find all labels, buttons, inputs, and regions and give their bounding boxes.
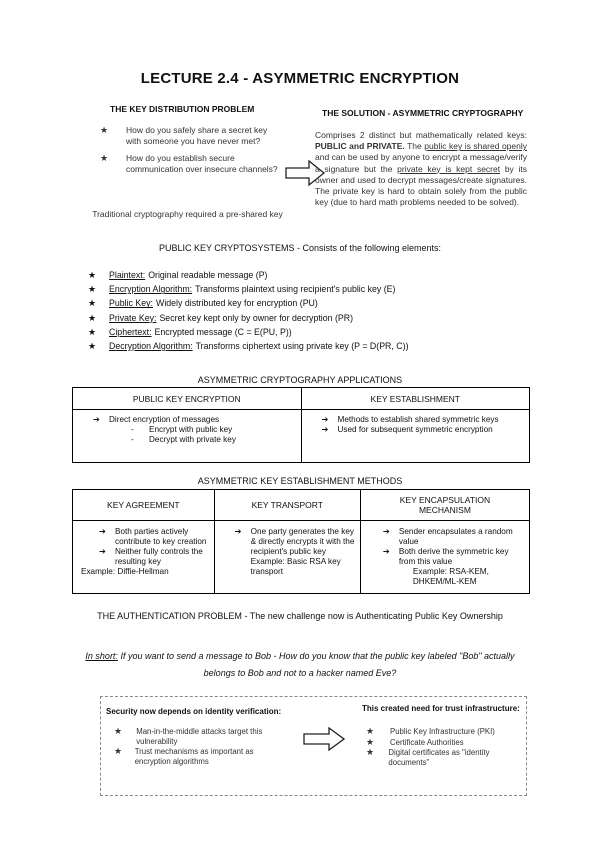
list-item: ★ Trust mechanisms as important as encryption algorithms <box>114 746 254 766</box>
key-distribution-note: Traditional cryptography required a pre-shared key <box>92 209 283 219</box>
applications-cell-encryption: ➔ Direct encryption of messages - Encrypt with public key - Decrypt with private key <box>73 410 302 463</box>
right-arrow-icon: ➔ <box>382 547 390 556</box>
star-icon: ★ <box>366 726 375 736</box>
solution-paragraph: Comprises 2 distinct but mathematically related keys: PUBLIC and PRIVATE. The public key is shared openly and can be used by anyone to encrypt a message/verify a signature but the private key is kept secret by its owner and used to decrypt messages/create signatures. The private key is hard to obtain solely from the public key (due to hard math problems needed to be solved). <box>315 130 527 208</box>
methods-header-transport: KEY TRANSPORT <box>214 490 360 521</box>
applications-header-encryption: PUBLIC KEY ENCRYPTION <box>73 388 302 410</box>
list-item: ★ How do you safely share a secret key with someone you have never met? <box>100 125 268 146</box>
star-icon: ★ <box>88 341 97 352</box>
methods-header-encapsulation: KEY ENCAPSULATION MECHANISM <box>360 490 529 521</box>
page-title: LECTURE 2.4 - ASYMMETRIC ENCRYPTION <box>140 70 460 87</box>
identity-right-heading: This created need for trust infrastructure: <box>362 704 520 713</box>
right-arrow-icon: ➔ <box>99 547 106 556</box>
star-icon: ★ <box>114 746 123 756</box>
methods-title: ASYMMETRIC KEY ESTABLISHMENT METHODS <box>197 476 403 486</box>
star-icon: ★ <box>88 284 97 295</box>
star-icon: ★ <box>88 298 97 309</box>
applications-cell-establishment: ➔ Methods to establish shared symmetric keys ➔ Used for subsequent symmetric encryption <box>301 410 530 463</box>
right-arrow-icon: ➔ <box>321 415 329 424</box>
key-distribution-heading: THE KEY DISTRIBUTION PROBLEM <box>110 104 255 114</box>
right-arrow-icon: ➔ <box>321 425 329 434</box>
pk-systems-heading: PUBLIC KEY CRYPTOSYSTEMS - Consists of the following elements: <box>158 243 442 253</box>
outline-right-arrow-icon <box>303 727 345 751</box>
right-arrow-icon: ➔ <box>99 527 106 536</box>
solution-heading: THE SOLUTION - ASYMMETRIC CRYPTOGRAPHY <box>322 108 524 118</box>
authentication-summary: In short: If you want to send a message to Bob - How do you know that the public key labeled "Bob" actually belongs to Bob and not to a hacker named Eve? <box>85 651 515 678</box>
list-item: ★ Public Key: Widely distributed key for encryption (PU) <box>88 296 409 310</box>
list-item: ★ Man-in-the-middle attacks target this vulnerability <box>114 726 263 746</box>
pk-elements-list <box>88 268 409 353</box>
star-icon: ★ <box>88 312 97 323</box>
star-icon: ★ <box>114 726 123 736</box>
star-icon: ★ <box>366 736 375 747</box>
list-item: ★ Public Key Infrastructure (PKI) <box>366 726 495 736</box>
list-item: ★ Encryption Algorithm: Transforms plaintext using recipient's public key (E) <box>88 282 409 296</box>
star-icon: ★ <box>88 270 97 280</box>
list-item: ★ How do you establish secure communication over insecure channels? <box>100 153 278 174</box>
applications-header-establishment: KEY ESTABLISHMENT <box>301 388 530 410</box>
star-icon: ★ <box>100 125 109 135</box>
identity-right-list <box>366 727 516 768</box>
methods-cell-encapsulation: ➔ Sender encapsulates a random value ➔ Both derive the symmetric key from this value Example: RSA-KEM, DHKEM/ML-KEM <box>360 521 529 594</box>
applications-title: ASYMMETRIC CRYPTOGRAPHY APPLICATIONS <box>197 375 403 385</box>
star-icon: ★ <box>100 153 109 163</box>
right-arrow-icon: ➔ <box>93 415 100 424</box>
right-arrow-icon: ➔ <box>382 527 390 536</box>
identity-left-list <box>114 727 284 767</box>
list-item: ★ Decryption Algorithm: Transforms ciphertext using private key (P = D(PR, C)) <box>88 339 409 353</box>
key-distribution-list <box>100 125 280 181</box>
list-item: ★ Private Key: Secret key kept only by owner for decryption (PR) <box>88 311 409 325</box>
authentication-heading: THE AUTHENTICATION PROBLEM - The new challenge now is Authenticating Public Key Ownership <box>97 611 503 621</box>
list-item: ★ Plaintext: Original readable message (P) <box>88 268 409 282</box>
methods-header-agreement: KEY AGREEMENT <box>73 490 215 521</box>
identity-left-heading: Security now depends on identity verification: <box>106 707 282 716</box>
methods-table <box>72 489 530 594</box>
star-icon: ★ <box>88 326 97 337</box>
methods-cell-transport: ➔ One party generates the key & directly encrypts it with the recipient's public key Example: Basic RSA key transport <box>214 521 360 594</box>
list-item: ★ Digital certificates as "identity documents" <box>366 747 490 767</box>
list-item: ★ Certificate Authorities <box>366 736 464 747</box>
right-arrow-icon: ➔ <box>234 527 242 536</box>
star-icon: ★ <box>366 747 375 757</box>
methods-cell-agreement: ➔ Both parties actively contribute to key creation ➔ Neither fully controls the resulting key Example: Diffie-Hellman <box>73 521 215 594</box>
applications-table <box>72 387 530 463</box>
list-item: ★ Ciphertext: Encrypted message (C = E(PU, P)) <box>88 325 409 339</box>
